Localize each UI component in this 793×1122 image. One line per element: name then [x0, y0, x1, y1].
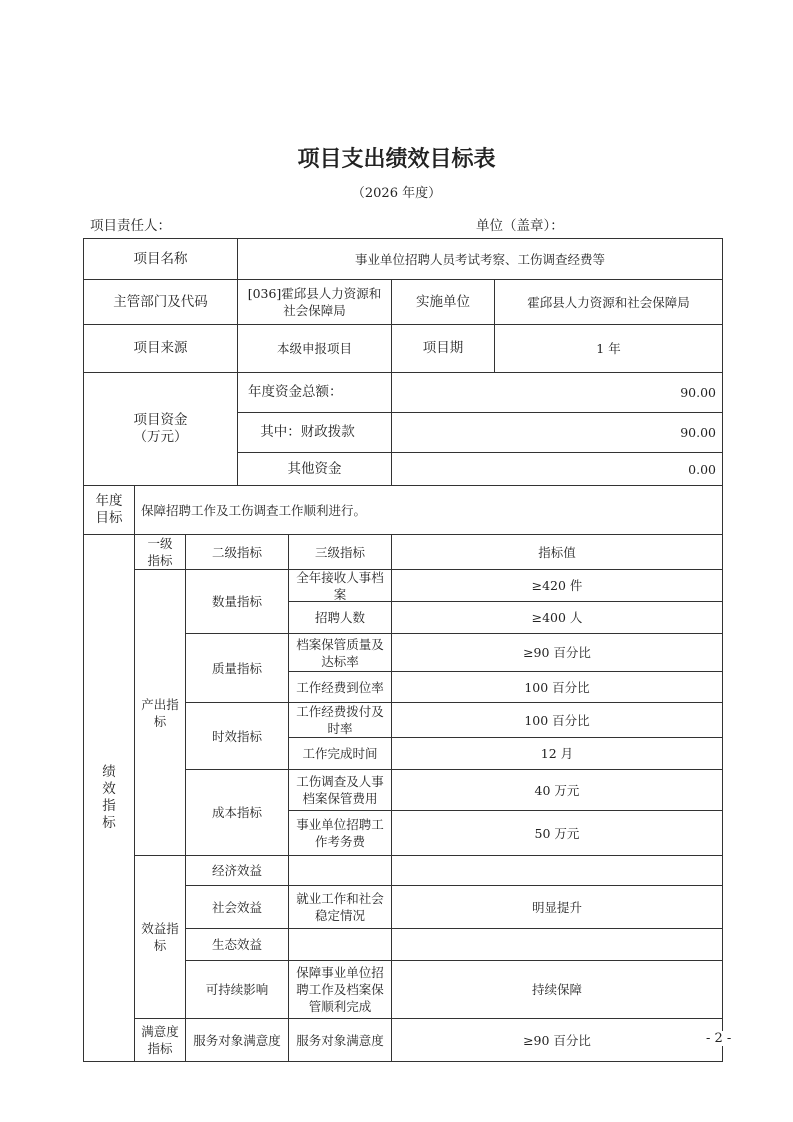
indicator-value: 明显提升 [391, 885, 723, 929]
level2-timeliness: 时效指标 [185, 702, 289, 770]
indicator-value: ≥90 百分比 [391, 1018, 723, 1062]
level2-quality: 质量指标 [185, 633, 289, 703]
level2-cost: 成本指标 [185, 769, 289, 856]
indicator-name: 事业单位招聘工作考务费 [288, 810, 392, 856]
indicator-value: ≥400 人 [391, 601, 723, 634]
indicator-name: 招聘人数 [288, 601, 392, 634]
indicator-name: 档案保管质量及达标率 [288, 633, 392, 672]
indicator-value: 100 百分比 [391, 702, 723, 738]
level2-service-satisfaction: 服务对象满意度 [185, 1018, 289, 1062]
fiscal-label: 其中：财政拨款 [237, 412, 392, 453]
subtitle: （2026 年度） [351, 186, 442, 201]
indicator-name [288, 855, 392, 886]
indicator-name: 保障事业单位招聘工作及档案保管顺利完成 [288, 960, 392, 1019]
indicators-section-label: 绩效指标 [83, 534, 135, 1062]
impl-label: 实施单位 [391, 279, 495, 325]
other-value: 0.00 [391, 452, 723, 486]
level1-satisfaction: 满意度指标 [134, 1018, 186, 1062]
name-label: 项目名称 [83, 238, 238, 280]
indicator-name: 工作经费到位率 [288, 671, 392, 703]
dept-value: [036]霍邱县人力资源和社会保障局 [237, 279, 392, 325]
header-level3: 三级指标 [288, 534, 392, 570]
source-value: 本级申报项目 [237, 324, 392, 373]
level2-social: 社会效益 [185, 885, 289, 929]
header-level2: 二级指标 [185, 534, 289, 570]
unit-label: 单位（盖章）： [476, 218, 564, 234]
indicator-value: 50 万元 [391, 810, 723, 856]
level2-quantity: 数量指标 [185, 569, 289, 634]
indicator-name [288, 928, 392, 961]
impl-value: 霍邱县人力资源和社会保障局 [494, 279, 723, 325]
funds-label: 项目资金（万元） [83, 372, 238, 486]
indicator-value: ≥90 百分比 [391, 633, 723, 672]
page-title: 项目支出绩效目标表 [297, 146, 496, 172]
indicator-name: 工伤调查及人事档案保管费用 [288, 769, 392, 811]
period-label: 项目期 [391, 324, 495, 373]
indicator-value: ≥420 件 [391, 569, 723, 602]
level2-sustainable: 可持续影响 [185, 960, 289, 1019]
level2-ecological: 生态效益 [185, 928, 289, 961]
goal-value: 保障招聘工作及工伤调查工作顺利进行。 [134, 485, 723, 535]
header-level1: 一级指标 [134, 534, 186, 570]
indicator-value: 100 百分比 [391, 671, 723, 703]
page-number: - 2 - [706, 1031, 732, 1046]
indicator-name: 全年接收人事档案 [288, 569, 392, 602]
total-label: 年度资金总额： [237, 372, 392, 413]
indicator-name: 就业工作和社会稳定情况 [288, 885, 392, 929]
indicator-name: 服务对象满意度 [288, 1018, 392, 1062]
responsible-label: 项目责任人： [90, 218, 171, 234]
indicator-value: 持续保障 [391, 960, 723, 1019]
indicator-name: 工作经费拨付及时率 [288, 702, 392, 738]
indicator-value [391, 928, 723, 961]
period-value: 1 年 [494, 324, 723, 373]
level1-output: 产出指标 [134, 569, 186, 856]
other-label: 其他资金 [237, 452, 392, 486]
name-value: 事业单位招聘人员考试考察、工伤调查经费等 [237, 238, 723, 280]
source-label: 项目来源 [83, 324, 238, 373]
goal-label: 年度目标 [83, 485, 135, 535]
indicator-value: 12 月 [391, 737, 723, 770]
total-value: 90.00 [391, 372, 723, 413]
dept-label: 主管部门及代码 [83, 279, 238, 325]
indicator-value: 40 万元 [391, 769, 723, 811]
level2-economic: 经济效益 [185, 855, 289, 886]
indicator-value [391, 855, 723, 886]
header-value: 指标值 [391, 534, 723, 570]
indicator-name: 工作完成时间 [288, 737, 392, 770]
fiscal-value: 90.00 [391, 412, 723, 453]
level1-benefit: 效益指标 [134, 855, 186, 1019]
